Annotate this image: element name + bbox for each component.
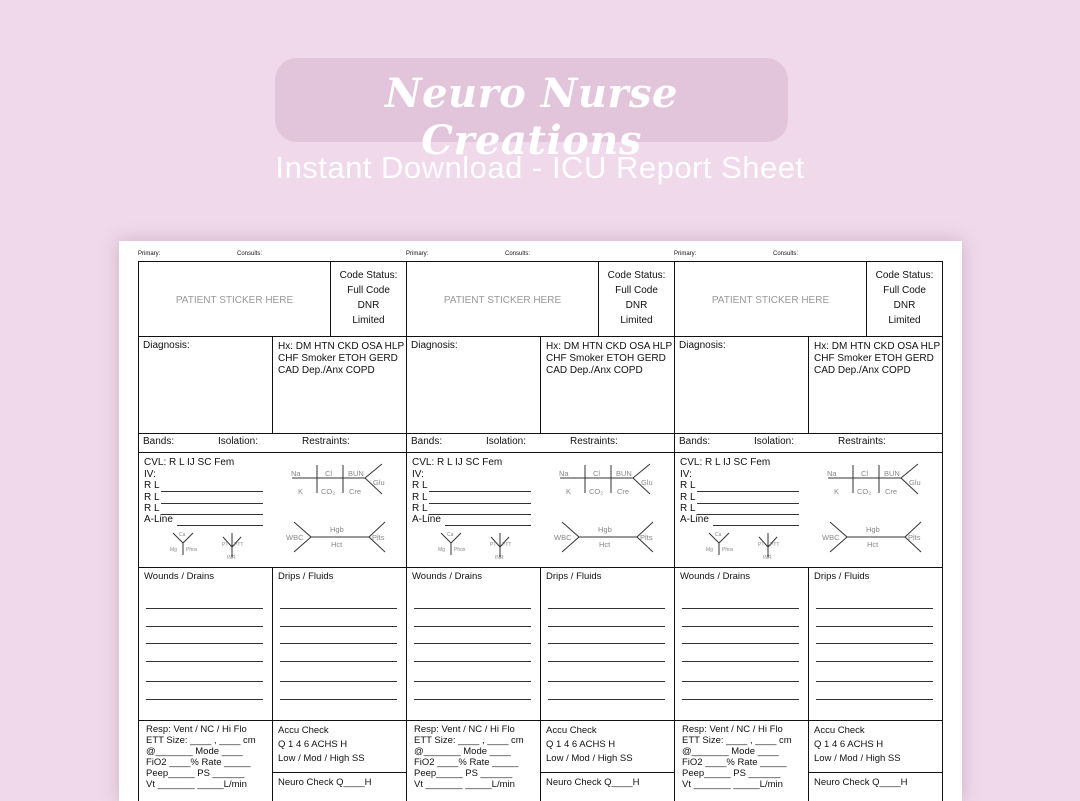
history-line: CHF Smoker ETOH GERD	[546, 353, 666, 364]
bun-label: BUN	[616, 469, 632, 478]
na-label: Na	[559, 469, 569, 478]
iv-rl-2: R L	[680, 492, 696, 503]
iv-label: IV:	[680, 469, 692, 480]
write-in-line	[548, 626, 665, 627]
write-in-line	[280, 661, 397, 662]
restraints-label: Restraints:	[302, 436, 350, 447]
cre-label: Cre	[617, 487, 630, 496]
plts-label: Plts	[372, 533, 385, 542]
write-in-line	[548, 699, 665, 700]
history-line: CHF Smoker ETOH GERD	[278, 353, 398, 364]
code-limited: Limited	[620, 315, 653, 326]
resp-line: Resp: Vent / NC / Hi Flo	[414, 724, 515, 735]
write-in-line	[280, 608, 397, 609]
hgb-label: Hgb	[598, 525, 612, 534]
write-in-line	[816, 661, 933, 662]
resp-line: FiO2 ____% Rate _____	[682, 757, 787, 768]
iv-label: IV:	[144, 469, 156, 480]
aline-line	[177, 525, 263, 526]
resp-line: Resp: Vent / NC / Hi Flo	[682, 724, 783, 735]
resp-line: ETT Size: ____ , ____ cm	[414, 735, 524, 746]
history-line: CHF Smoker ETOH GERD	[814, 353, 934, 364]
write-in-line	[280, 699, 397, 700]
iv-line-3	[161, 514, 263, 515]
mg-label: Mg	[706, 547, 713, 553]
cre-label: Cre	[885, 487, 898, 496]
hct-label: Hct	[867, 540, 879, 549]
write-in-line	[414, 608, 531, 609]
co2-label: CO₂	[857, 487, 872, 496]
iv-rl-3: R L	[412, 503, 428, 514]
phos-label: Phos	[722, 547, 734, 553]
write-in-line	[414, 681, 531, 682]
iv-rl-1: R L	[412, 480, 428, 491]
write-in-line	[146, 626, 263, 627]
bands-box	[674, 433, 943, 453]
primary-label: Primary:	[138, 251, 161, 257]
hct-label: Hct	[331, 540, 343, 549]
wounds-label: Wounds / Drains	[680, 571, 751, 582]
iv-rl-2: R L	[144, 492, 160, 503]
k-label: K	[566, 487, 572, 496]
code-status-label: Code Status:	[339, 270, 398, 281]
inr-label: INR	[227, 555, 236, 561]
bun-label: BUN	[884, 469, 900, 478]
isolation-label: Isolation:	[486, 436, 527, 447]
glu-label: Glu	[909, 478, 921, 487]
resp-line: @_______ Mode ____	[414, 746, 511, 757]
resp-line: Resp: Vent / NC / Hi Flo	[146, 724, 247, 735]
accu-scale: Low / Mod / High SS	[814, 753, 901, 764]
iv-line-3	[429, 514, 531, 515]
resp-line: ETT Size: ____ , ____ cm	[146, 735, 256, 746]
resp-line: FiO2 ____% Rate _____	[414, 757, 519, 768]
history-line: Hx: DM HTN CKD OSA HLP	[278, 341, 405, 352]
isolation-label: Isolation:	[218, 436, 259, 447]
wounds-label: Wounds / Drains	[412, 571, 483, 582]
phos-label: Phos	[454, 547, 466, 553]
aline-line	[445, 525, 531, 526]
resp-line: Vt _______ _____L/min	[146, 779, 247, 790]
write-in-line	[146, 643, 263, 644]
co2-label: CO₂	[321, 487, 336, 496]
restraints-label: Restraints:	[570, 436, 618, 447]
resp-line: @_______ Mode ____	[146, 746, 243, 757]
report-sheet	[119, 241, 962, 801]
wounds-box	[406, 567, 541, 721]
iv-rl-1: R L	[144, 480, 160, 491]
iv-rl-1: R L	[680, 480, 696, 491]
ca-label: Ca	[715, 532, 722, 538]
aline-label: A-Line	[680, 514, 709, 525]
ptt-label: PTT	[234, 542, 244, 548]
bands-label: Bands:	[411, 436, 443, 447]
patient-column	[387, 241, 673, 801]
resp-line: FiO2 ____% Rate _____	[146, 757, 251, 768]
pt-label: PT	[490, 542, 497, 548]
brand-title: Neuro Nurse Creations	[385, 70, 678, 164]
write-in-line	[280, 643, 397, 644]
mg-label: Mg	[170, 547, 177, 553]
code-status-label: Code Status:	[607, 270, 666, 281]
consults-label: Consults:	[505, 251, 531, 257]
accu-label: Accu Check	[546, 725, 597, 736]
write-in-line	[816, 681, 933, 682]
resp-line: ETT Size: ____ , ____ cm	[682, 735, 792, 746]
iv-line-2	[429, 503, 531, 504]
consults-label: Consults:	[237, 251, 263, 257]
wbc-label: WBC	[554, 533, 572, 542]
iv-line-2	[697, 503, 799, 504]
iv-line-1	[429, 491, 531, 492]
cre-label: Cre	[349, 487, 362, 496]
neuro-check-label: Neuro Check Q____H	[278, 777, 372, 788]
code-dnr: DNR	[893, 300, 916, 311]
code-full: Full Code	[883, 285, 926, 296]
electrolyte-fork-icon	[439, 531, 469, 557]
code-dnr: DNR	[625, 300, 648, 311]
history-line: CAD Dep./Anx COPD	[546, 365, 643, 376]
neuro-check-label: Neuro Check Q____H	[546, 777, 640, 788]
diagnosis-label: Diagnosis:	[411, 340, 458, 351]
ca-label: Ca	[447, 532, 454, 538]
bands-box	[138, 433, 407, 453]
hct-label: Hct	[599, 540, 611, 549]
aline-line	[713, 525, 799, 526]
code-limited: Limited	[888, 315, 921, 326]
write-in-line	[280, 626, 397, 627]
iv-line-1	[161, 491, 263, 492]
write-in-line	[548, 643, 665, 644]
resp-line: Peep_____ PS ______	[682, 768, 781, 779]
sticker-placeholder: PATIENT STICKER HERE	[175, 295, 294, 306]
plts-label: Plts	[640, 533, 653, 542]
inr-label: INR	[495, 555, 504, 561]
electrolyte-fork-icon	[707, 531, 737, 557]
cvl-label: CVL: R L IJ SC Fem	[412, 457, 503, 468]
aline-label: A-Line	[412, 514, 441, 525]
ca-label: Ca	[179, 532, 186, 538]
write-in-line	[414, 699, 531, 700]
neuro-check-label: Neuro Check Q____H	[814, 777, 908, 788]
resp-line: @_______ Mode ____	[682, 746, 779, 757]
cl-label: Cl	[593, 469, 601, 478]
consults-label: Consults:	[773, 251, 799, 257]
patient-column	[655, 241, 941, 801]
iv-line-1	[697, 491, 799, 492]
drips-label: Drips / Fluids	[546, 571, 602, 582]
iv-rl-3: R L	[144, 503, 160, 514]
k-label: K	[298, 487, 304, 496]
write-in-line	[682, 643, 799, 644]
accu-scale: Low / Mod / High SS	[546, 753, 633, 764]
write-in-line	[548, 608, 665, 609]
history-line: CAD Dep./Anx COPD	[814, 365, 911, 376]
primary-label: Primary:	[406, 251, 429, 257]
accu-label: Accu Check	[814, 725, 865, 736]
write-in-line	[816, 699, 933, 700]
wounds-label: Wounds / Drains	[144, 571, 215, 582]
write-in-line	[682, 681, 799, 682]
cl-label: Cl	[861, 469, 869, 478]
diagnosis-label: Diagnosis:	[679, 340, 726, 351]
write-in-line	[682, 661, 799, 662]
patient-column	[119, 241, 405, 801]
resp-line: Vt _______ _____L/min	[414, 779, 515, 790]
na-label: Na	[291, 469, 301, 478]
write-in-line	[146, 681, 263, 682]
sticker-placeholder: PATIENT STICKER HERE	[443, 295, 562, 306]
drips-box	[808, 567, 943, 721]
hgb-label: Hgb	[866, 525, 880, 534]
resp-line: Peep_____ PS ______	[414, 768, 513, 779]
resp-line: Vt _______ _____L/min	[682, 779, 783, 790]
cvl-label: CVL: R L IJ SC Fem	[680, 457, 771, 468]
write-in-line	[548, 681, 665, 682]
write-in-line	[816, 626, 933, 627]
inr-label: INR	[763, 555, 772, 561]
primary-label: Primary:	[674, 251, 697, 257]
page-subtitle: Instant Download - ICU Report Sheet	[275, 150, 805, 185]
accu-label: Accu Check	[278, 725, 329, 736]
drips-label: Drips / Fluids	[814, 571, 870, 582]
write-in-line	[280, 681, 397, 682]
glu-label: Glu	[641, 478, 653, 487]
electrolyte-fork-icon	[171, 531, 201, 557]
code-full: Full Code	[347, 285, 390, 296]
write-in-line	[816, 643, 933, 644]
aline-label: A-Line	[144, 514, 173, 525]
isolation-label: Isolation:	[754, 436, 795, 447]
cvl-label: CVL: R L IJ SC Fem	[144, 457, 235, 468]
k-label: K	[834, 487, 840, 496]
iv-label: IV:	[412, 469, 424, 480]
write-in-line	[146, 661, 263, 662]
write-in-line	[548, 661, 665, 662]
ptt-label: PTT	[502, 542, 512, 548]
plts-label: Plts	[908, 533, 921, 542]
hgb-label: Hgb	[330, 525, 344, 534]
co2-label: CO₂	[589, 487, 604, 496]
iv-rl-2: R L	[412, 492, 428, 503]
bands-label: Bands:	[143, 436, 175, 447]
sticker-placeholder: PATIENT STICKER HERE	[711, 295, 830, 306]
wounds-box	[138, 567, 273, 721]
wbc-label: WBC	[286, 533, 304, 542]
history-line: Hx: DM HTN CKD OSA HLP	[546, 341, 673, 352]
pt-label: PT	[758, 542, 765, 548]
mg-label: Mg	[438, 547, 445, 553]
accu-freq: Q 1 4 6 ACHS H	[278, 739, 348, 750]
code-dnr: DNR	[357, 300, 380, 311]
restraints-label: Restraints:	[838, 436, 886, 447]
write-in-line	[682, 626, 799, 627]
write-in-line	[816, 608, 933, 609]
wbc-label: WBC	[822, 533, 840, 542]
write-in-line	[414, 661, 531, 662]
write-in-line	[682, 608, 799, 609]
iv-line-2	[161, 503, 263, 504]
iv-line-3	[697, 514, 799, 515]
na-label: Na	[827, 469, 837, 478]
bands-box	[406, 433, 675, 453]
ptt-label: PTT	[770, 542, 780, 548]
phos-label: Phos	[186, 547, 198, 553]
pt-label: PT	[222, 542, 229, 548]
history-line: CAD Dep./Anx COPD	[278, 365, 375, 376]
bands-label: Bands:	[679, 436, 711, 447]
resp-line: Peep_____ PS ______	[146, 768, 245, 779]
code-limited: Limited	[352, 315, 385, 326]
history-line: Hx: DM HTN CKD OSA HLP	[814, 341, 941, 352]
bun-label: BUN	[348, 469, 364, 478]
write-in-line	[146, 699, 263, 700]
accu-scale: Low / Mod / High SS	[278, 753, 365, 764]
write-in-line	[682, 699, 799, 700]
wounds-box	[674, 567, 809, 721]
write-in-line	[414, 643, 531, 644]
write-in-line	[414, 626, 531, 627]
iv-rl-3: R L	[680, 503, 696, 514]
drips-label: Drips / Fluids	[278, 571, 334, 582]
accu-freq: Q 1 4 6 ACHS H	[546, 739, 616, 750]
cl-label: Cl	[325, 469, 333, 478]
diagnosis-label: Diagnosis:	[143, 340, 190, 351]
code-full: Full Code	[615, 285, 658, 296]
glu-label: Glu	[373, 478, 385, 487]
code-status-label: Code Status:	[875, 270, 934, 281]
write-in-line	[146, 608, 263, 609]
accu-freq: Q 1 4 6 ACHS H	[814, 739, 884, 750]
